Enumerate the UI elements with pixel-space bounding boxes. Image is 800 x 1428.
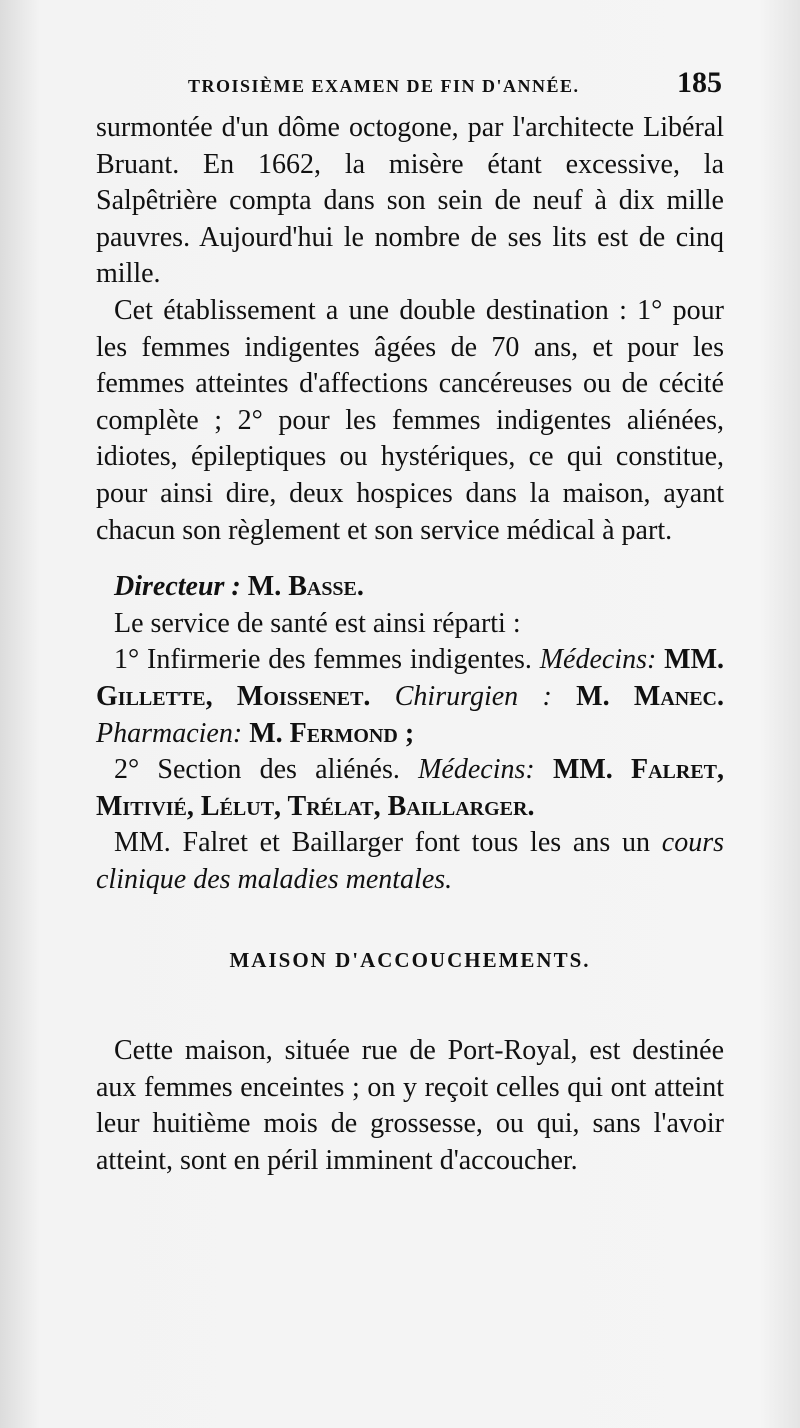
- director-label: Directeur :: [114, 571, 241, 603]
- director-line: [96, 569, 724, 606]
- page-number: 185: [677, 66, 722, 99]
- service-item-2: [96, 752, 724, 825]
- page-header: [96, 62, 722, 108]
- item1-chir-name: M. Manec.: [576, 680, 724, 712]
- page-body: [96, 110, 724, 1179]
- paragraph-destination: Cet établissement a une double destination : 1° pour les femmes indigentes âgées de 70 ans, et pour les femmes atteintes d'affections cancéreuses ou de cécité complète ; 2° pour les femmes indigentes aliénées, idiotes, épileptiques ou hystériques, ce qui constitue, pour ainsi dire, deux hospices dans la maison, ayant chacun son règlement et son service médical à part.: [96, 294, 724, 546]
- item2-med-names: MM. Falret, Mitivié, Lélut, Trélat, Baillarger.: [96, 754, 725, 822]
- item1-pharm-label: Pharmacien:: [96, 717, 243, 749]
- section-title: MAISON D'ACCOUCHEMENTS.: [229, 948, 591, 973]
- service-item-1: [96, 642, 724, 752]
- item1-med-names: MM. Gillette, Moissenet.: [96, 644, 724, 712]
- running-title: TROISIÈME EXAMEN DE FIN D'ANNÉE.: [188, 76, 580, 96]
- paragraph-salpetriere-history: surmontée d'un dôme octogone, par l'architecte Libéral Bruant. En 1662, la misère étant excessive, la Salpêtrière compta dans son sein de neuf à dix mille pauvres. Aujourd'hui le nombre de ses lits est de cinq mille.: [96, 112, 724, 290]
- course-title: cours clinique des maladies mentales.: [96, 827, 724, 895]
- item1-pharm-name: M. Fermond ;: [249, 717, 415, 749]
- paragraph-maison-accouchements: Cette maison, située rue de Port-Royal, est destinée aux femmes enceintes ; on y reçoit celles qui ont atteint leur huitième mois de grossesse, ou qui, sans l'avoir atteint, sont en péril imminent d'accoucher.: [96, 1035, 724, 1176]
- item2-text: 2° Section des aliénés.: [114, 754, 400, 786]
- item1-med-label: Médecins:: [539, 644, 657, 676]
- course-text: MM. Falret et Baillarger font tous les ans un: [114, 827, 650, 859]
- director-name: M. Basse.: [247, 571, 364, 603]
- item1-chir-label: Chirurgien :: [394, 680, 552, 712]
- item1-text: 1° Infirmerie des femmes indigentes.: [114, 644, 532, 676]
- clinical-course: [96, 825, 724, 898]
- item2-med-label: Médecins:: [418, 754, 535, 786]
- service-intro: Le service de santé est ainsi réparti :: [114, 607, 521, 639]
